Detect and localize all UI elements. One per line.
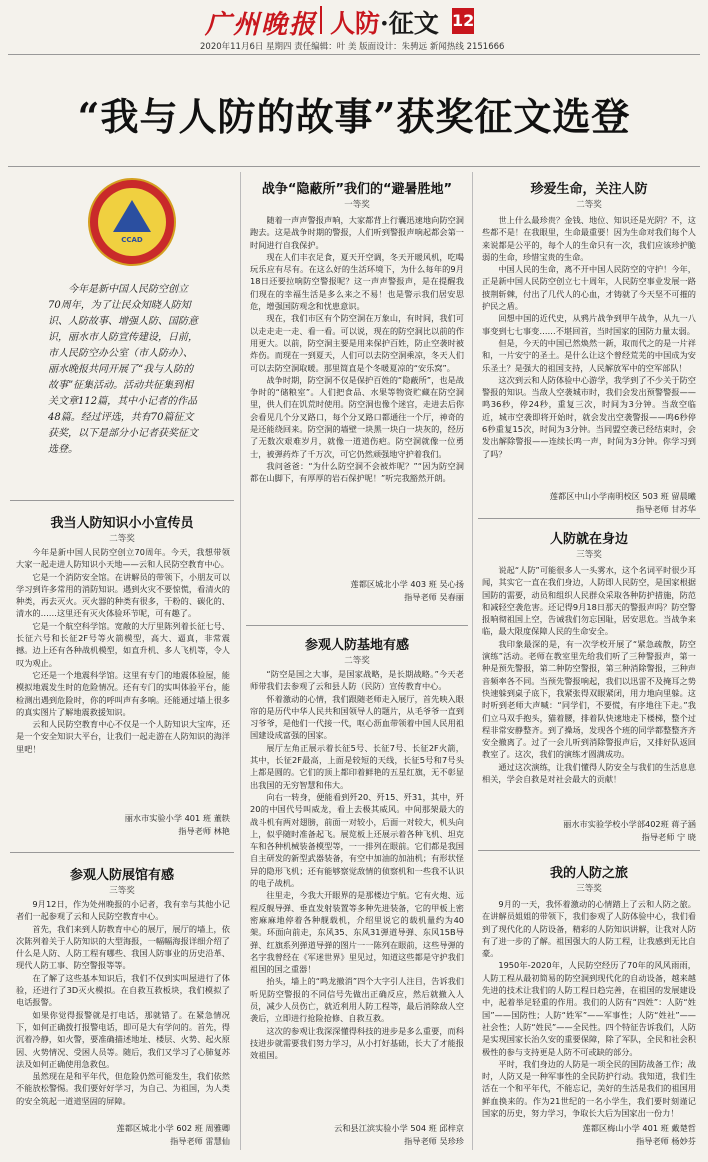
article-title: 参观人防展馆有感 bbox=[69, 868, 174, 883]
left-rule-2 bbox=[10, 852, 234, 853]
article-prize: 三等奖 bbox=[576, 884, 602, 894]
newspaper-name: 广州晚报 bbox=[205, 10, 318, 40]
article-signature: 莲都区城北小学 602 班 周雅卿 指导老师 雷慧仙 bbox=[116, 1123, 230, 1146]
article-prize: 三等奖 bbox=[576, 550, 602, 560]
article-signature: 莲都区中山小学南明校区 503 班 留晨曦 指导老师 甘苏华 bbox=[549, 491, 696, 514]
article-prize: 二等奖 bbox=[344, 656, 370, 666]
article-body: 9月12日，作为处州晚报的小记者，我有幸与其他小记者们一起参观了云和人民防空教育中心。 首先，我们来到人防教育中心的展厅，展厅的墙上，依次陈列着关于人防知识的大型海报，一幅幅海报详细介绍了什么是人防、人防工程有哪些、我国人防事业的历史沿革、现代人防工事、防空警报等等。 在了解了这些基本知识后，我们不仅到实叫屋进行了体验，还进行了3D灭火模拟。在自救互救板块，我们模拟了电话报警。 如果你觉得报警就是打电话，那就错了。在紧急情况下，如何正确拨打报警电话，即可是大有学问的。首先，得沉着冷静，如火警，要准确描述地址、楼层、火势、起火原因、火势情况、受困人员等。随后，我们又学习了心肺复苏法及如何正确使用急救包。 虽然现在是和平年代，但危险仍然可能发生，我们依然不能放松警惕。我们要好好学习，为自己、为祖国，为人类的安全筑起一道道坚固的屏障。 bbox=[16, 899, 230, 1106]
left-rule-1 bbox=[10, 500, 234, 501]
article-prize: 二等奖 bbox=[109, 534, 135, 544]
article-prize: 三等奖 bbox=[109, 886, 135, 896]
column-divider-left bbox=[240, 172, 241, 1150]
section-name: 人防·征文 bbox=[330, 9, 439, 38]
article-title: 我当人防知识小小宣传员 bbox=[50, 516, 194, 531]
intro-text: 今年是新中国人民防空创立70周年，为了让民众知晓人防知识、人防故事、增强人防、国防意识，丽水市人防宣传建设，日前，市人民防空办公室（市人防办）、丽水晚报共同开展了“我与人防的故事”征集活动。活动共征集到相关文章112篇，其中小记者的作品48篇。经过评选，共有70篇征文获奖，以下是部分小记者获奖征文选登。 bbox=[48, 284, 198, 455]
article-body: 说起“人防”可能很多人一头雾水，这个名词平时很少耳闻，其实它一直在我们身边，人防即人民防空，是国家根据国防的需要，动员和组织人民群众采取各种防护措施，防范和减轻空袭危害。还记得9月18日那天的警报声吗？防空警报响彻祖国上空，告诫我们勿忘国耻，居安思危。当战争来临，最大限度保障人民的生命安全。 我印象最深的是，有一次学校开展了“紧急疏散，防空演练”活动。老师在教室里先给我们听了三种警报声，第一种是预先警报，第二种防空警报，第三种消除警报，三种声音频率各不同。当预先警报响起，我们以迅雷不及掩耳之势快速躲到桌子底下，我紧张得双眼紧闭，用力地向里躲。这时听到老师大声喊：“同学们，不要慌，有序地往下走。”我们立马双手抱头，猫着腰，排着队快速地走下楼梯，整个过程非常安静整齐。到了操场，发现各个班的同学都整整齐齐安全撤离了。过了一会儿听到消除警报声后，又排好队返回教室了。这次，我们的演练才圆满成功。 通过这次演练，让我们懂得人防安全与我们的生活息息相关，学会自救是对社会最大的贡献！ bbox=[482, 565, 696, 785]
article-body: “防空是国之大事，是国家战略，是长期战略。”今天老师带我们去参观了云和县人防（民防）宣传教育中心。 怀着激动的心情，我们跟随老师走入展厅，首先映入眼帘的是历代中华人民共和国领导人的题片，从毛爷爷一直到习爷爷，是他们一代接一代，呕心沥血带领着中国人民用祖国建设成富强的国家。 展厅左角正展示着长征5号、长征7号、长征2F火箭，其中，长征2F最高，上面是较短的天线，长征5号和7号头上都是圆的。它们的顶上都印着鲜艳的五星红旗，无不彰显出我国的无穷智慧和伟大。 向右一转身，便能看到歼20、歼15、歼31，其中，歼20的中国代号叫威龙，看上去极其威风。中间那架最大的战斗机有两对翅膀，前面一对较小，后面一对较大，机头向上，似乎随时准备起飞。展览板上还展示着各种飞机、坦克车和各种机械装备模型等，一一排列在眼前。它们都是我国自主研发的新型武器装备，有空中加油的加油机；有形状怪异的隐形飞机；还有能够察觉敌情的侦察机和一些我不认识的电子战机。 往里走，今我大开眼界的是那楼边宁航。它有火炮、远程反舰导弹、垂直发射装置等多种先进装备，它的甲板上密密麻麻地停着各种舰载机，介绍里说它的载机量约为40架。环面向前走，东风35、东风31弹道导弹、东风15B导弹、红旗系列弹道导弹的图片一一陈列在眼前，这些导弹的名字我曾经在《军迷世界》里见过，知道这些都是守护我们祖国的国之重器！ 抬头，墙上的“鸣龙撤消”四个大字引人注目，告诉我们听见防空警报的不同信号先做出正确反应，然后就撤入人员，减少人员伤亡，就近利用人防工程等，最后消除敌人空袭后，立即进行抢险抢修、自救互救。 这次的参观让我深深懂得科技的进步是多么重要，而科技进步就需要我们努力学习，从小打好基础，长大了才能报效祖国。 bbox=[250, 669, 464, 1061]
article-title: 战争“隐蔽所”我们的“避暑胜地” bbox=[261, 182, 453, 197]
article-signature: 丽水市实验学校小学部402班 蒋子涵 指导老师 宁 晓 bbox=[563, 819, 696, 842]
article-title: 我的人防之旅 bbox=[549, 866, 628, 881]
article-body: 今年是新中国人民防空创立70周年。今天，我想带领大家一起走进人防知识小天地——云和人民防空教育中心。 它是一个消防安全馆。在讲解员的带领下，小朋友可以学习到许多常用的消防知识。遇到火灾不要惊慌，看清火的种类，再去灭火。灭火器的种类有很多，干粉的、碳化的、清水的……这里还有灭火体验环节呢，可有趣了。 它是一个航空科学馆。宽敞的大厅里陈列着长征七号、长征六号和长征2F号等火箭模型，高大、逼真，非常震撼。边上还有各种战机模型，如直升机、多人飞机等，令人叹为观止。 它还是一个地震科学馆。这里有专门的地震体验屋，能模拟地震发生时的危险情况。还有专门的实叫体验平台，能检测出遇到危险时，你的呼叫声有多响。还能通过墙上很多的真实图片了解地震救援知识。 云和人民防空教育中心不仅是一个人防知识大宝库，还是一个安全知识大平台，让我们一起走游在人防知识的海洋里吧！ bbox=[16, 547, 230, 754]
middle-rule bbox=[246, 625, 468, 626]
ccad-emblem-icon: CCAD bbox=[88, 178, 176, 266]
article-signature: 莲都区城北小学 403 班 吴心扬 指导老师 吴春丽 bbox=[350, 579, 464, 602]
article-signature: 云和县江滨实验小学 504 班 邱梓京 指导老师 吴珍珍 bbox=[334, 1123, 464, 1146]
article-title: 人防就在身边 bbox=[549, 532, 628, 547]
article-body: 随着一声声警报声响，大家都背上行囊迅速地向防空洞跑去。这是战争时期的警报，人们听到警报声响起都会第一时间进行自我保护。 现在人们丰衣足食，夏天开空调，冬天开暖风机，吃喝玩乐应有尽有。在这么好的生活环境下，为什么每年的9月18日还要拉响防空警报呢？这一声声警报声，是在提醒我们现在的幸福生活是多么来之不易！也是警示我们居安思危，增强国防观念和忧患意识。 现在，我们市区有个防空洞在万象山，有时间，我们可以走走走一走、看一看。可以说，现在的防空洞比以前的作用更大。以前，防空洞主要是用来保护百姓，防止空袭时被炸伤。而现在一到夏天，人们可以去防空洞乘凉，冬天人们可以去防空洞取暖。那里简直是个冬暖夏凉的“安乐窝”。 战争时期，防空洞不仅是保护百姓的“隐蔽所”，也是战争时的“储粮室”。人们把食品、水果等物资贮藏在防空洞里，供人们在饥荒时使用。防空洞也像个迷宫，走进去后你会看见几个分叉路口，每个分叉路口都通往一个厅，神奇的是还能绕回来。防空洞的墙壁一块黑一块白一块灰的，经历了无数次艰难岁月，就像一道道伤疤。防空洞就像一位勇士，被弹药炸了千万次，可它仍然顽强地守护着我们。 我问爸爸：“为什么防空洞不会被炸呢？”“因为防空洞都在山脚下，有厚厚的岩石保护呢！”听完我豁然开朗。 bbox=[250, 215, 464, 484]
headline-rule bbox=[8, 166, 700, 167]
article-title: 参观人防基地有感 bbox=[304, 638, 409, 653]
article-title: 珍爱生命，关注人防 bbox=[530, 182, 648, 197]
article-body: 世上什么最珍贵？金钱、地位、知识还是光阴？不，这些都不是！在我眼里，生命最重要！因为生命对我们每个人来说都是公平的，每个人的生命只有一次，我们应该珍护脆弱的生命，珍惜宝贵的生命。 中国人民的生命，离不开中国人民防空的守护！今年，正是新中国人民防空创立七十周年，人民防空事业发展一路披荆斩棘，付出了几代人的心血，才铸就了今天坚不可摧的护民之盾。 回想中国的近代史，从鸦片战争到甲午战争，从九一八事变到七七事变……不堪回首，当时国家的国防力量太弱。 但是，今天的中国已然焕然一新，取而代之的是一片祥和，一片安宁的圣土。是什么让这个曾经荒芜的中国成为安乐圣土？是强大的祖国支持，人民解放军中的空军部队！ 这次到云和人防体验中心游学，我学到了不少关于防空警报的知识。当敌人空袭城市时，我们会发出预警警报——鸣36秒，停24秒，重复三次，时间为3分钟。当敌空临近，城市空袭即将开始时，就会发出空袭警报——鸣6秒停6秒重复15次，时间为3分钟。当同盟空袭已经结束时，会发出解除警报——连续长鸣一声，时间为3分钟。你学习到了吗？ bbox=[482, 215, 696, 459]
article-prize: 一等奖 bbox=[344, 200, 370, 210]
article-prize: 二等奖 bbox=[576, 200, 602, 210]
right-rule-1 bbox=[478, 518, 700, 519]
page-number: 12 bbox=[452, 8, 474, 34]
top-rule bbox=[8, 54, 700, 55]
article-signature: 丽水市实验小学 401 班 董轶 指导老师 林艳 bbox=[124, 813, 230, 836]
right-rule-2 bbox=[478, 850, 700, 851]
masthead-divider bbox=[320, 6, 322, 34]
column-divider-right bbox=[472, 172, 473, 1150]
issue-meta-line: 2020年11月6日 星期四 责任编辑：叶 美 版面设计：朱骋远 新闻热线 2151666 bbox=[200, 42, 505, 52]
article-body: 9月的一天，我怀着激动的心情踏上了云和人防之旅。在讲解员姐姐的带领下，我们参观了人防体验中心，我们看到了现代化的人防设备，精彩的人防知识讲解，让我对人防有了进一步的了解。祖国强大的人防工程，让我感到无比自豪。 1950年-2020年，人民防空经历了70年的风风雨雨，人防工程从最初简易的防空洞到现代化的自动设备，越来越先进的技术让我们的人防工程日趋完善，在祖国的发展建设中，起着举足轻重的作用。我们的人防有“四姓”：人防“姓国”——国防性；人防“姓军”——军事性；人防“姓社”——社会性；人防“姓民”——全民性。四个特征告诉我们，人防是实现国家长治久安的重要保障，除了军队，全民和社会积极性的参与支持更是人防不可或缺的部分。 平时，我们身边的人防是一项全民的国防战备工作；战时，人防又是一种军事性的全民防护行动。我知道，我们生活在一个和平年代，不能忘记，美好的生活是我们的祖国用鲜血换来的。作为21世纪的一名小学生，我们要时刻谨记国家的历史，努力学习，争取长大后为国家出一份力！ bbox=[482, 899, 696, 1119]
page-headline: “我与人防的故事”获奖征文选登 bbox=[77, 94, 631, 139]
article-signature: 莲都区梅山小学 401 班 戴楚哲 指导老师 杨妙芬 bbox=[582, 1123, 696, 1146]
